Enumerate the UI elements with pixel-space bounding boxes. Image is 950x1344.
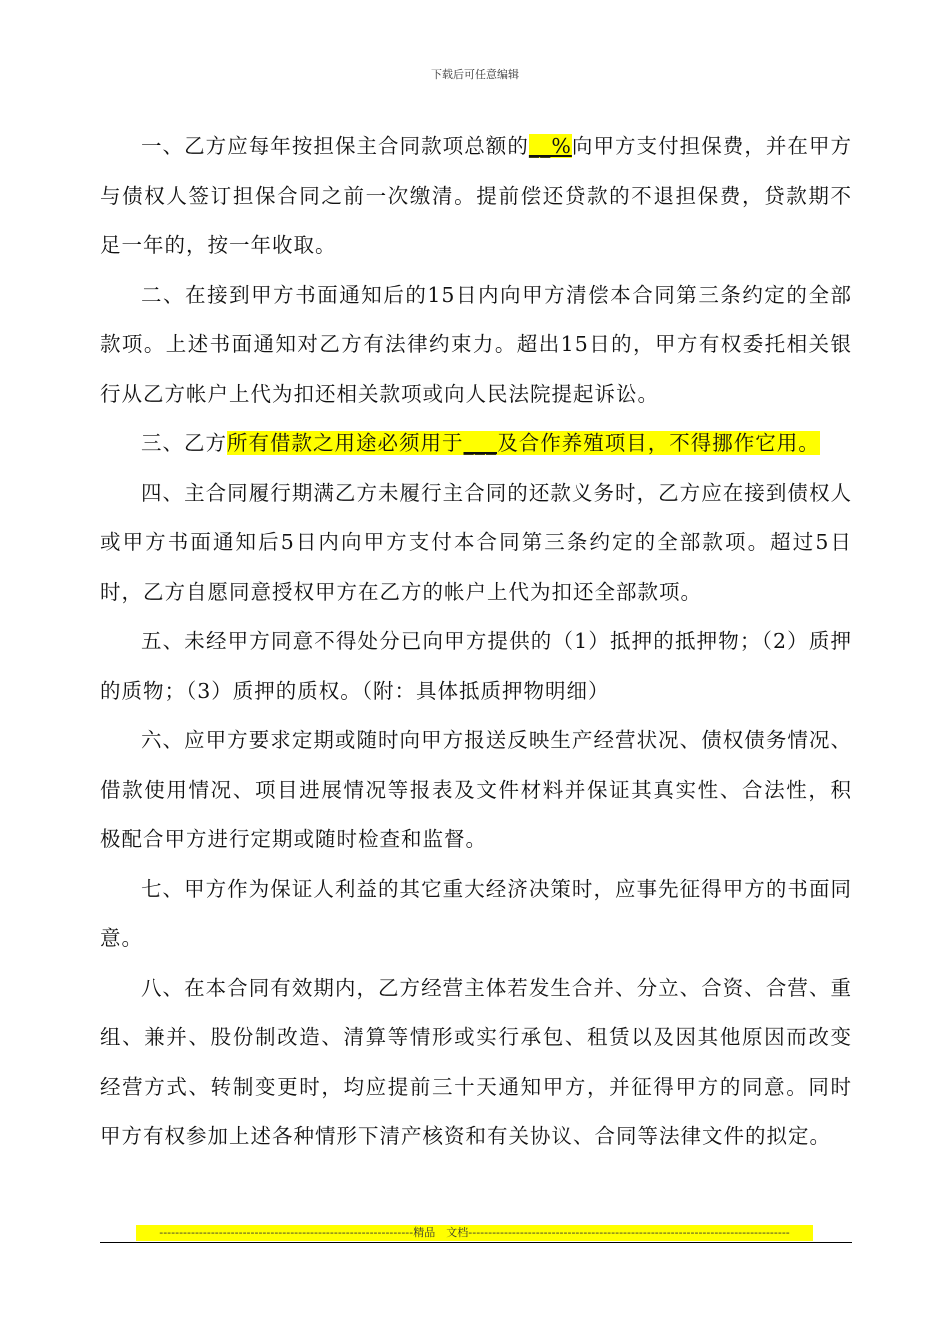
footer-banner bbox=[136, 1225, 813, 1241]
clause-3-text-before: 三、乙方 bbox=[141, 431, 227, 455]
clause-8: 八、在本合同有效期内，乙方经营主体若发生合并、分立、合资、合营、重组、兼并、股份制改造、清算等情形或实行承包、租赁以及因其他原因而改变经营方式、转制变更时，均应提前三十天通知甲方，并征得甲方的同意。同时甲方有权参加上述各种情形下清产核资和有关协议、合同等法律文件的拟定。 bbox=[100, 975, 852, 1148]
contract-body bbox=[100, 122, 852, 1162]
footer-rule bbox=[100, 1242, 852, 1243]
clause-7: 七、甲方作为保证人利益的其它重大经济决策时，应事先征得甲方的书面同意。 bbox=[100, 876, 852, 950]
footer-label: 精品 文档 bbox=[413, 1226, 469, 1239]
clause-2: 二、在接到甲方书面通知后的15日内向甲方清偿本合同第三条约定的全部款项。上述书面通知对乙方有法律约束力。超出15日的，甲方有权委托相关银行从乙方帐户上代为扣还相关款项或向人民法院提起诉讼。 bbox=[100, 282, 852, 406]
clause-3-highlight-after: 及合作养殖项目，不得挪作它用。 bbox=[497, 431, 820, 455]
clause-4: 四、主合同履行期满乙方未履行主合同的还款义务时，乙方应在接到债权人或甲方书面通知后5日内向甲方支付本合同第三条约定的全部款项。超过5日时，乙方自愿同意授权甲方在乙方的帐户上代为扣还全部款项。 bbox=[100, 480, 852, 604]
clause-1-rate-blank: __% bbox=[528, 134, 572, 158]
clause-5: 五、未经甲方同意不得处分已向甲方提供的（1）抵押的抵押物；（2）质押的质物；（3）质押的质权。（附：具体抵质押物明细） bbox=[100, 629, 852, 703]
footer-dashes-right: --------------------------------------------------------------------------------- bbox=[468, 1226, 790, 1239]
clause-6: 六、应甲方要求定期或随时向甲方报送反映生产经营状况、债权债务情况、借款使用情况、项目进展情况等报表及文件材料并保证其真实性、合法性，积极配合甲方进行定期或随时检查和监督。 bbox=[100, 728, 852, 851]
clause-1-text-before: 一、乙方应每年按担保主合同款项总额的 bbox=[141, 134, 529, 158]
footer-dashes-left: ---------------------------------------------------------------- bbox=[159, 1226, 414, 1239]
clause-3-blank: ___ bbox=[463, 431, 498, 455]
header-note: 下载后可任意编辑 bbox=[431, 68, 519, 81]
clause-1-text-after: 向甲方支付担保费，并在甲方与债权人签订担保合同之前一次缴清。提前偿还贷款的不退担保费，贷款期不足一年的，按一年收取。 bbox=[100, 134, 853, 257]
clause-1 bbox=[100, 122, 852, 271]
clause-3-highlight-before: 所有借款之用途必须用于 bbox=[227, 431, 464, 455]
clause-3 bbox=[100, 419, 852, 469]
